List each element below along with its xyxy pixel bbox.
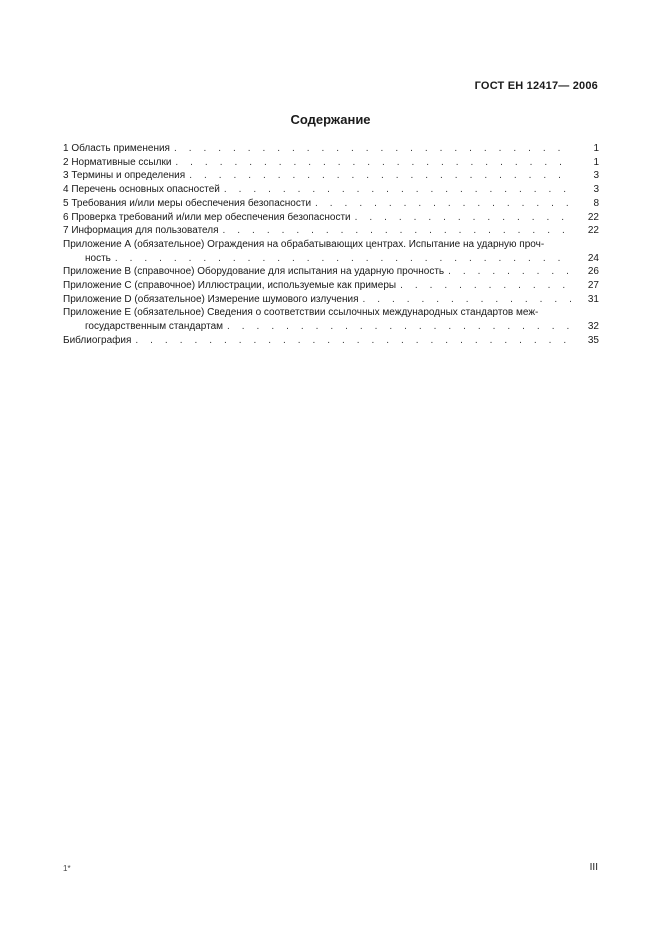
toc-leader-dots: [315, 197, 573, 211]
toc-entry: [63, 265, 599, 279]
toc-leader-dots: [135, 334, 573, 348]
toc-entry: [63, 169, 599, 183]
toc-leader-dots: [223, 224, 573, 238]
toc-entry-continuation: [63, 252, 599, 266]
toc-entry-page: 1: [593, 143, 599, 154]
toc-entry-page: 22: [587, 225, 599, 237]
toc-entry-label: 6 Проверка требований и/или мер обеспечения безопасности: [63, 211, 351, 223]
toc-entry: [63, 279, 599, 293]
toc-leader-dots: [448, 265, 573, 279]
toc-entry-label: 4 Перечень основных опасностей: [63, 184, 220, 196]
toc-entry-label: Приложение D (обязательное) Измерение шумового излучения: [63, 293, 359, 305]
toc-entry-label: 7 Информация для пользователя: [63, 225, 219, 237]
toc-entry: [63, 224, 599, 238]
toc-leader-dots: [174, 142, 573, 156]
toc-entry: [63, 211, 599, 225]
toc-leader-dots: [227, 320, 573, 334]
toc-entry-multiline: [63, 306, 599, 333]
toc-leader-dots: [400, 279, 573, 293]
toc-leader-dots: [355, 211, 573, 225]
toc-entry-label: Библиография: [63, 334, 132, 346]
page-number: III: [589, 862, 598, 873]
toc-entry-label: 3 Термины и определения: [63, 170, 186, 182]
toc-entry-label: 1 Область применения: [63, 143, 170, 154]
toc-leader-dots: [189, 169, 573, 183]
toc-entry-page: 3: [593, 184, 599, 196]
toc-entry: [63, 156, 599, 170]
toc-entry: [63, 142, 599, 156]
toc-entry: [63, 334, 599, 348]
toc-entry: [63, 293, 599, 307]
toc-entry-label: 5 Требования и/или меры обеспечения безопасности: [63, 197, 312, 209]
toc-entry-page: 27: [587, 280, 599, 292]
footer-mark: 1*: [63, 864, 71, 873]
toc-entry-page: 8: [593, 197, 599, 209]
toc-entry-page: 26: [587, 266, 599, 278]
toc-leader-dots: [224, 183, 573, 197]
toc-entry-page: 1: [593, 156, 599, 168]
toc-entry-label-line2: государственным стандартам: [85, 321, 224, 333]
toc-entry-label-line1: Приложение А (обязательное) Ограждения на обрабатывающих центрах. Испытание на ударную проч-: [63, 238, 545, 250]
toc-entry-label: Приложение В (справочное) Оборудование для испытания на ударную прочность: [63, 266, 445, 278]
toc-entry-page: 31: [587, 293, 599, 305]
toc-entry: [63, 183, 599, 197]
toc-entry-label-line1: Приложение Е (обязательное) Сведения о соответствии ссылочных международных стандартов меж-: [63, 307, 539, 319]
toc-entry-page: 24: [587, 252, 599, 264]
toc-entry-label: Приложение С (справочное) Иллюстрации, используемые как примеры: [63, 280, 397, 292]
toc-entry: [63, 197, 599, 211]
toc-leader-dots: [115, 252, 573, 266]
toc-entry-page: 3: [593, 170, 599, 182]
page-title: Содержание: [290, 112, 371, 127]
toc-entry-continuation: [63, 320, 599, 334]
toc-entry-label: 2 Нормативные ссылки: [63, 156, 172, 168]
toc-entry-label-line2: ность: [85, 252, 111, 264]
toc-entry-multiline: [63, 238, 599, 265]
table-of-contents: [63, 142, 599, 348]
toc-leader-dots: [175, 156, 573, 170]
toc-entry-page: 35: [587, 334, 599, 346]
toc-entry-page: 22: [587, 211, 599, 223]
document-code: ГОСТ ЕН 12417— 2006: [474, 80, 598, 92]
toc-leader-dots: [363, 293, 573, 307]
toc-entry-page: 32: [587, 321, 599, 333]
